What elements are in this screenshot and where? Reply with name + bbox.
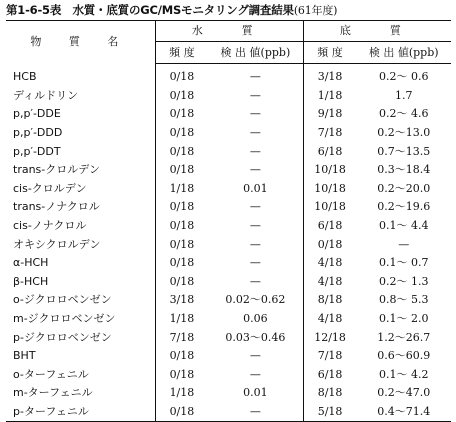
water-frequency: 0/18 xyxy=(155,347,208,366)
water-frequency: 3/18 xyxy=(155,291,208,310)
sediment-detected-value: 0.2～ 0.6 xyxy=(378,70,429,84)
sediment-frequency: 0/18 xyxy=(303,235,356,254)
sediment-detected-value: 0.2～20.0 xyxy=(377,181,431,195)
water-detected-value: — xyxy=(249,256,261,270)
sediment-detected-value: 1.7 xyxy=(394,88,413,102)
header-sediment: 底 質 xyxy=(303,21,451,42)
sediment-frequency: 8/18 xyxy=(303,384,356,403)
water-frequency: 7/18 xyxy=(155,328,208,347)
water-detected-value: 0.06 xyxy=(243,312,268,326)
water-detected-value: — xyxy=(249,107,261,121)
sediment-frequency: 6/18 xyxy=(303,142,356,161)
sediment-detected-value: 0.6～60.9 xyxy=(377,349,431,363)
header-sediment-detected: 検 出 値(ppb) xyxy=(356,42,451,64)
sediment-detected-value: 0.2～13.0 xyxy=(377,126,431,140)
sediment-detected-value: 0.3～18.4 xyxy=(377,163,431,177)
sediment-frequency: 1/18 xyxy=(303,87,356,106)
sediment-frequency: 4/18 xyxy=(303,273,356,292)
water-frequency: 0/18 xyxy=(155,105,208,124)
table-row xyxy=(6,180,451,199)
water-frequency: 0/18 xyxy=(155,87,208,106)
sediment-detected-value: 0.1～ 4.2 xyxy=(378,367,429,381)
table-row xyxy=(6,87,451,106)
sediment-frequency: 10/18 xyxy=(303,198,356,217)
water-frequency: 0/18 xyxy=(155,198,208,217)
sediment-detected-value: 0.2～47.0 xyxy=(377,386,431,400)
substance-name: BHT xyxy=(13,349,36,363)
water-frequency: 0/18 xyxy=(155,161,208,180)
header-water: 水 質 xyxy=(155,21,303,42)
sediment-frequency: 6/18 xyxy=(303,366,356,385)
header-substance: 物 質 名 xyxy=(6,21,155,64)
table-row xyxy=(6,384,451,403)
substance-name: ディルドリン xyxy=(13,88,79,102)
monitoring-table xyxy=(6,20,451,422)
substance-name: m-ジクロロベンゼン xyxy=(13,312,116,326)
water-detected-value: 0.01 xyxy=(243,181,268,195)
sediment-frequency: 9/18 xyxy=(303,105,356,124)
table-row xyxy=(6,403,451,422)
fiscal-year: (61年度) xyxy=(293,4,338,17)
substance-name: m-ターフェニル xyxy=(13,386,93,400)
water-detected-value: — xyxy=(249,274,261,288)
substance-name: p,p′-DDD xyxy=(13,126,63,140)
water-frequency: 0/18 xyxy=(155,64,208,87)
water-frequency: 1/18 xyxy=(155,180,208,199)
substance-name: trans-ノナクロル xyxy=(13,200,100,214)
water-frequency: 0/18 xyxy=(155,366,208,385)
sediment-frequency: 3/18 xyxy=(303,64,356,87)
water-frequency: 0/18 xyxy=(155,235,208,254)
table-title-text: 第1-6-5表 水質・底質のGC/MSモニタリング調査結果 xyxy=(6,3,294,17)
table-row xyxy=(6,161,451,180)
water-detected-value: — xyxy=(249,163,261,177)
water-detected-value: — xyxy=(249,219,261,233)
table-body xyxy=(6,64,451,422)
water-detected-value: 0.02～0.62 xyxy=(225,293,286,307)
table-row xyxy=(6,291,451,310)
table-row xyxy=(6,142,451,161)
sediment-detected-value: — xyxy=(398,237,410,251)
sediment-detected-value: 0.4～71.4 xyxy=(356,403,451,422)
water-detected-value: 0.01 xyxy=(243,386,268,400)
sediment-frequency: 4/18 xyxy=(303,310,356,329)
sediment-frequency: 7/18 xyxy=(303,124,356,143)
table-row xyxy=(6,328,451,347)
substance-name: p,p′-DDT xyxy=(13,144,61,158)
substance-name: o-ジクロロベンゼン xyxy=(13,293,112,307)
water-detected-value: — xyxy=(249,88,261,102)
water-frequency: 0/18 xyxy=(155,142,208,161)
water-frequency: 1/18 xyxy=(155,384,208,403)
table-row xyxy=(6,235,451,254)
table-row xyxy=(6,217,451,236)
sediment-frequency: 4/18 xyxy=(303,254,356,273)
water-frequency: 0/18 xyxy=(155,124,208,143)
water-frequency: 0/18 xyxy=(155,217,208,236)
sediment-detected-value: 0.1～ 0.7 xyxy=(378,256,429,270)
substance-name: o-ターフェニル xyxy=(13,367,89,381)
table-row xyxy=(6,124,451,143)
water-detected-value: — xyxy=(249,200,261,214)
sediment-frequency: 8/18 xyxy=(303,291,356,310)
sediment-detected-value: 1.2～26.7 xyxy=(377,330,431,344)
water-frequency: 0/18 xyxy=(155,254,208,273)
water-detected-value: — xyxy=(249,126,261,140)
water-detected-value: — xyxy=(249,70,261,84)
sediment-frequency: 7/18 xyxy=(303,347,356,366)
sediment-detected-value: 0.7～13.5 xyxy=(377,144,431,158)
table-row xyxy=(6,310,451,329)
sediment-detected-value: 0.1～ 4.4 xyxy=(378,219,429,233)
header-water-frequency: 頻 度 xyxy=(155,42,208,64)
water-detected-value: — xyxy=(249,349,261,363)
sediment-frequency: 5/18 xyxy=(303,403,356,422)
sediment-detected-value: 0.2～19.6 xyxy=(377,200,431,214)
substance-name: α-HCH xyxy=(13,256,49,270)
table-row xyxy=(6,64,451,87)
substance-name: HCB xyxy=(13,70,37,84)
substance-name: オキシクロルデン xyxy=(13,237,101,251)
substance-name: p-ターフェニル xyxy=(6,403,155,422)
header-row-groups xyxy=(6,21,451,42)
sediment-frequency: 6/18 xyxy=(303,217,356,236)
substance-name: p-ジクロロベンゼン xyxy=(13,330,112,344)
substance-name: β-HCH xyxy=(13,274,49,288)
water-detected-value: — xyxy=(249,367,261,381)
sediment-detected-value: 0.8～ 5.3 xyxy=(378,293,429,307)
sediment-detected-value: 0.1～ 2.0 xyxy=(378,312,429,326)
sediment-frequency: 10/18 xyxy=(303,161,356,180)
water-detected-value: 0.03～0.46 xyxy=(225,330,286,344)
table-row xyxy=(6,347,451,366)
water-frequency: 0/18 xyxy=(155,403,208,422)
header-water-detected: 検 出 値(ppb) xyxy=(208,42,303,64)
table-row xyxy=(6,254,451,273)
table-row xyxy=(6,366,451,385)
substance-name: trans-クロルデン xyxy=(13,163,101,177)
water-detected-value: — xyxy=(249,144,261,158)
table-row xyxy=(6,273,451,292)
substance-name: p,p′-DDE xyxy=(13,107,61,121)
table-row xyxy=(6,198,451,217)
water-detected-value: — xyxy=(249,237,261,251)
water-detected-value: — xyxy=(208,403,303,422)
sediment-frequency: 12/18 xyxy=(303,328,356,347)
table-title xyxy=(6,2,337,18)
table-row xyxy=(6,105,451,124)
substance-name: cis-クロルデン xyxy=(13,181,87,195)
sediment-frequency: 10/18 xyxy=(303,180,356,199)
sediment-detected-value: 0.2～ 1.3 xyxy=(378,274,429,288)
water-frequency: 0/18 xyxy=(155,273,208,292)
substance-name: cis-ノナクロル xyxy=(13,219,87,233)
water-frequency: 1/18 xyxy=(155,310,208,329)
sediment-detected-value: 0.2～ 4.6 xyxy=(378,107,429,121)
header-sediment-frequency: 頻 度 xyxy=(303,42,356,64)
